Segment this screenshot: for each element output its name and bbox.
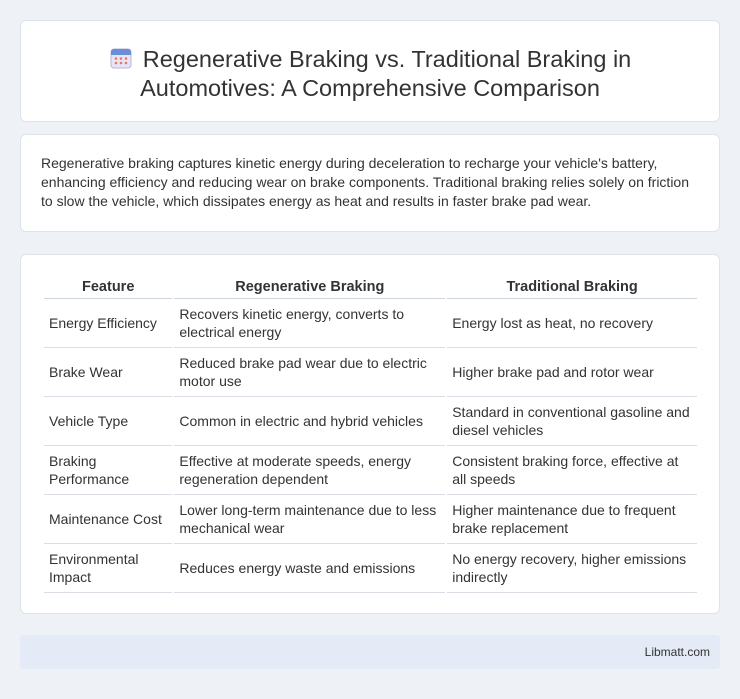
regenerative-cell: Effective at moderate speeds, energy regeneration dependent [174, 446, 445, 495]
table-row [44, 348, 697, 397]
footer-brand-link[interactable]: Libmatt.com [644, 645, 710, 659]
traditional-cell: Standard in conventional gasoline and diesel vehicles [447, 397, 697, 446]
intro-card [20, 134, 720, 232]
intro-paragraph: Regenerative braking captures kinetic energy during deceleration to recharge your vehicle's battery, enhancing efficiency and reducing wear on brake components. Traditional braking relies solely on friction to slow the vehicle, which dissipates energy as heat and results in faster brake pad wear. [41, 155, 690, 209]
header-feature: Feature [44, 276, 172, 299]
regenerative-cell: Reduces energy waste and emissions [174, 544, 445, 593]
table-row [44, 397, 697, 446]
title-text: Regenerative Braking vs. Traditional Braking in Automotives: A Comprehensive Comparison [140, 46, 632, 101]
feature-cell: Brake Wear [44, 348, 172, 397]
header-traditional: Traditional Braking [447, 276, 697, 299]
table-row [44, 495, 697, 544]
title-card [20, 20, 720, 122]
comparison-card [20, 254, 720, 614]
traditional-cell: No energy recovery, higher emissions indirectly [447, 544, 697, 593]
feature-cell: Maintenance Cost [44, 495, 172, 544]
feature-cell: Energy Efficiency [44, 299, 172, 348]
calendar-icon [109, 46, 133, 70]
table-header-row [44, 276, 697, 299]
feature-cell: Vehicle Type [44, 397, 172, 446]
regenerative-cell: Common in electric and hybrid vehicles [174, 397, 445, 446]
traditional-cell: Consistent braking force, effective at all speeds [447, 446, 697, 495]
page-title [21, 45, 719, 103]
footer [20, 635, 720, 669]
table-row [44, 544, 697, 593]
header-regenerative: Regenerative Braking [174, 276, 445, 299]
table-row [44, 446, 697, 495]
feature-cell: Environmental Impact [44, 544, 172, 593]
regenerative-cell: Lower long-term maintenance due to less mechanical wear [174, 495, 445, 544]
table-row [44, 299, 697, 348]
traditional-cell: Higher brake pad and rotor wear [447, 348, 697, 397]
comparison-table [42, 276, 699, 593]
traditional-cell: Higher maintenance due to frequent brake replacement [447, 495, 697, 544]
feature-cell: Braking Performance [44, 446, 172, 495]
regenerative-cell: Recovers kinetic energy, converts to electrical energy [174, 299, 445, 348]
traditional-cell: Energy lost as heat, no recovery [447, 299, 697, 348]
regenerative-cell: Reduced brake pad wear due to electric motor use [174, 348, 445, 397]
